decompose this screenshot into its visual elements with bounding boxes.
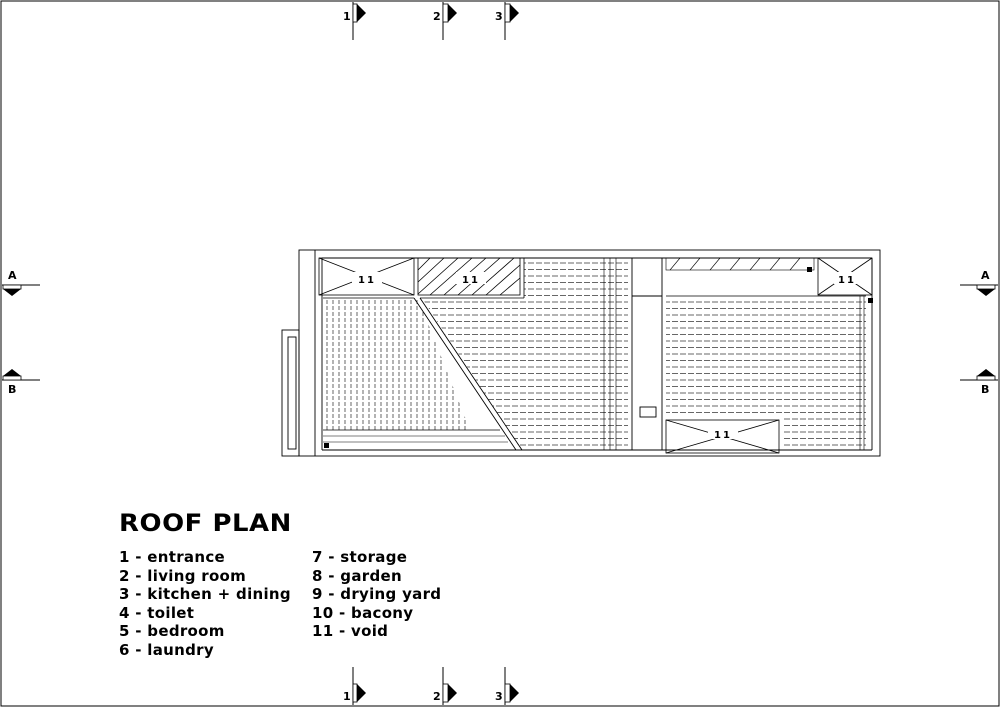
section-marker-1-top [343, 2, 366, 40]
marker-label-1-bottom: 1 [343, 690, 351, 703]
marker-label-a-left: A [8, 269, 17, 282]
legend-column-left [119, 548, 291, 659]
marker-label-3-top: 3 [495, 10, 503, 23]
roof-horizontal-sheeting-right [666, 296, 866, 450]
plan-title: ROOF PLAN [119, 509, 292, 537]
section-marker-a-left [2, 269, 40, 296]
marker-label-3-bottom: 3 [495, 690, 503, 703]
legend-column-right [312, 548, 441, 641]
marker-label-2-bottom: 2 [433, 690, 441, 703]
legend-item: 6 - laundry [119, 640, 214, 659]
legend-item: 1 - entrance [119, 548, 225, 566]
void-label-2: 11 [462, 275, 480, 286]
marker-label-a-right: A [981, 269, 990, 282]
legend-item: 8 - garden [312, 566, 402, 585]
legend-item: 3 - kitchen + dining [119, 585, 291, 603]
section-marker-3-top [495, 2, 519, 40]
legend-item: 2 - living room [119, 566, 247, 585]
legend-item: 10 - bacony [312, 603, 414, 622]
section-marker-a-right [960, 269, 998, 296]
section-marker-3-bottom [495, 667, 519, 705]
section-marker-b-right [960, 369, 998, 396]
void-label-3: 11 [838, 275, 856, 286]
marker-label-1-top: 1 [343, 10, 351, 23]
legend-item: 9 - drying yard [312, 585, 442, 603]
marker-label-b-left: B [8, 383, 17, 396]
legend-item: 11 - void [312, 622, 389, 640]
section-marker-1-bottom [343, 667, 366, 705]
legend-item: 4 - toilet [119, 603, 195, 622]
legend-item: 7 - storage [312, 548, 408, 566]
marker-label-b-right: B [981, 383, 990, 396]
section-marker-2-bottom [433, 667, 457, 705]
roof-slatted-strip [666, 258, 814, 270]
marker-label-2-top: 2 [433, 10, 441, 23]
void-label-1: 11 [358, 275, 376, 286]
section-marker-2-top [433, 2, 457, 40]
legend-item: 5 - bedroom [119, 622, 225, 640]
void-label-4: 11 [714, 430, 732, 441]
section-marker-b-left [2, 369, 40, 396]
